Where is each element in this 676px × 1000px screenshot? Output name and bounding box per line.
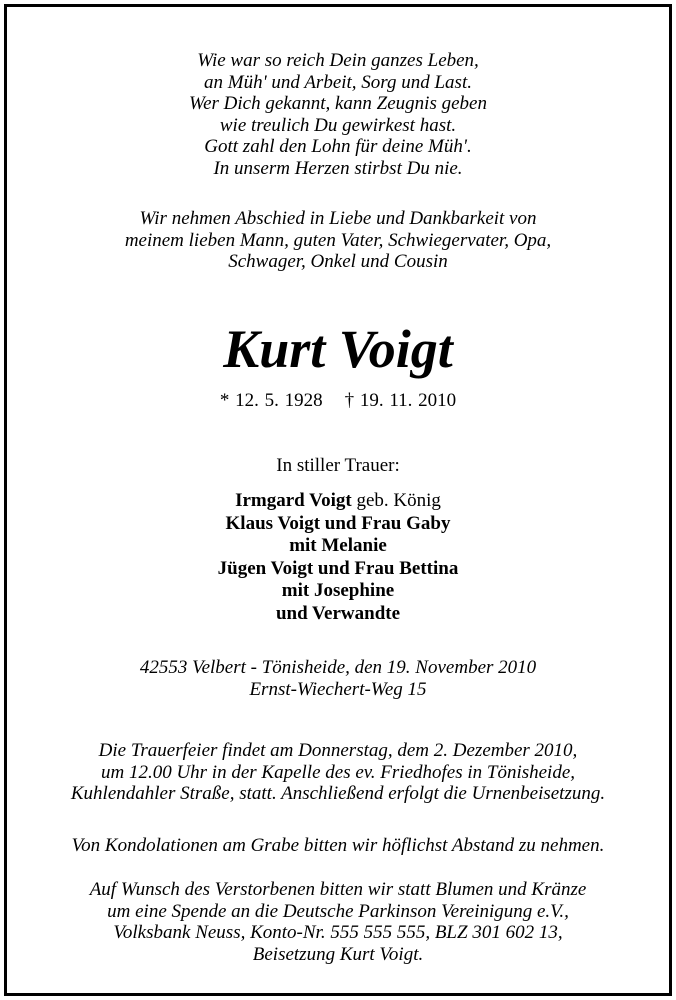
- poem-line: Gott zahl den Lohn für deine Müh'.: [204, 136, 472, 157]
- life-dates: [7, 390, 669, 412]
- donation-request: [7, 879, 669, 965]
- birth-date: * 12. 5. 1928: [219, 390, 323, 411]
- poem-line: wie treulich Du gewirkest hast.: [219, 114, 457, 136]
- poem-line: Wer Dich gekannt, kann Zeugnis geben: [189, 93, 487, 114]
- mourner-line: Klaus Voigt und Frau Gaby: [225, 512, 451, 534]
- memorial-poem: [7, 50, 669, 179]
- mourner-line: [7, 490, 669, 513]
- mourning-heading: In stiller Trauer:: [276, 455, 400, 476]
- ceremony-line: Kuhlendahler Straße, statt. Anschließend erfolgt die Urnenbeisetzung.: [70, 783, 606, 804]
- mourner-line: und Verwandte: [275, 602, 401, 624]
- condolence-note: Von Kondolationen am Grabe bitten wir höflichst Abstand zu nehmen.: [71, 835, 605, 856]
- mourners-list: [7, 490, 669, 625]
- poem-line: an Müh' und Arbeit, Sorg und Last.: [204, 71, 472, 93]
- donation-line: Beisetzung Kurt Voigt.: [252, 943, 424, 965]
- ceremony-line: um 12.00 Uhr in der Kapelle des ev. Friedhofes in Tönisheide,: [100, 761, 576, 783]
- poem-line: Wie war so reich Dein ganzes Leben,: [197, 50, 479, 71]
- death-date: † 19. 11. 2010: [344, 390, 457, 411]
- farewell-line: meinem lieben Mann, guten Vater, Schwiegervater, Opa,: [124, 229, 552, 251]
- donation-line: Auf Wunsch des Verstorbenen bitten wir statt Blumen und Kränze: [89, 879, 587, 900]
- maiden-name: geb. König: [351, 490, 441, 511]
- deceased-name: Kurt Voigt: [223, 319, 453, 379]
- ceremony-line: Die Trauerfeier findet am Donnerstag, dem 2. Dezember 2010,: [98, 740, 578, 761]
- farewell-line: Wir nehmen Abschied in Liebe und Dankbarkeit von: [139, 208, 537, 229]
- donation-line: um eine Spende an die Deutsche Parkinson Vereinigung e.V.,: [107, 900, 569, 922]
- obituary-frame: [4, 4, 672, 996]
- funeral-ceremony-info: [7, 740, 669, 805]
- address-line: Ernst-Wiechert-Weg 15: [249, 678, 427, 700]
- place-and-date: [7, 657, 669, 700]
- farewell-line: Schwager, Onkel und Cousin: [228, 251, 448, 272]
- mourner-line: mit Josephine: [281, 580, 395, 601]
- poem-line: In unserm Herzen stirbst Du nie.: [213, 157, 463, 179]
- place-line: 42553 Velbert - Tönisheide, den 19. November 2010: [139, 657, 537, 678]
- mourner-line: mit Melanie: [289, 535, 387, 556]
- donation-line: Volksbank Neuss, Konto-Nr. 555 555 555, BLZ 301 602 13,: [113, 922, 563, 943]
- mourner-name: Irmgard Voigt: [235, 490, 352, 511]
- farewell-text: [7, 208, 669, 273]
- mourner-line: Jügen Voigt und Frau Bettina: [217, 557, 459, 579]
